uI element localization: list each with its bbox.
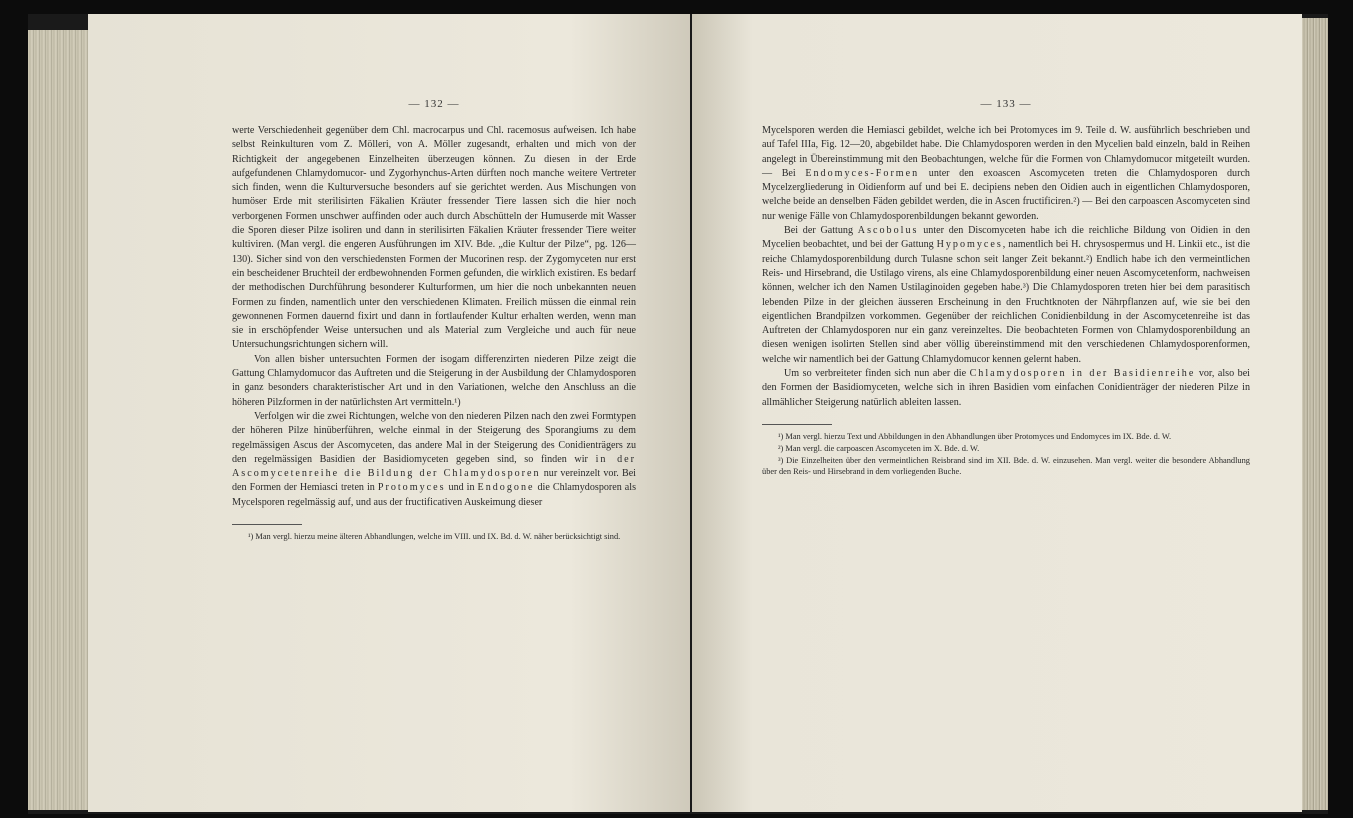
- page-number-left: — 132 —: [408, 98, 460, 110]
- footnote: ²) Man vergl. die carpoascen Ascomyceten im X. Bde. d. W.: [778, 443, 980, 453]
- right-page: [692, 14, 1302, 812]
- text-run: unter den exoascen Ascomyceten treten die Chlamydosporen durch Mycelzergliederung in Oidienform auf und bei E. decipiens neben den Oidien auch in eigentlichen Chlamydosporen, welche beide an denselben Fäden gebildet werden, die in Ascen fructificiren.²) — Bei den carpoascen Ascomyceten sind nur wenige Fälle von Chlamydosporenbildungen bekannt geworden.: [762, 167, 1250, 222]
- spaced-text: Endomyces-Formen: [805, 167, 920, 179]
- paragraph: [762, 124, 1250, 224]
- left-body-text: [232, 124, 636, 510]
- text-run: Bei der Gattung: [784, 225, 853, 237]
- spaced-text: in der Ascomycetenreihe die Bildung der Chlamydosporen: [232, 453, 636, 480]
- text-run: vor, also bei den Formen der Basidiomyceten, welche sich in ihren Basidien vom einfachen Conidienträger der niederen Pilze in allmählicher Steigerung natürlich ableiten lassen.: [762, 368, 1250, 408]
- text-run: unter den Discomyceten habe ich die reichliche Bildung von Oidien in den Mycelien beobachtet, und bei der Gattung: [762, 225, 1250, 251]
- paragraph: [762, 224, 1250, 367]
- spaced-text: Chlamydosporen in der Basidienreihe: [969, 368, 1196, 380]
- footnote: ¹) Man vergl. hierzu Text und Abbildungen in den Abhandlungen über Protomyces und Endomyces im IX. Bde. d. W.: [778, 431, 1172, 441]
- spaced-text: Ascobolus: [857, 225, 919, 237]
- footnote-rule: [762, 424, 832, 425]
- spaced-text: Endogone: [477, 482, 535, 494]
- left-footnotes: [232, 531, 636, 543]
- text-run: nur vereinzelt vor. Bei den Formen der Hemiasci treten in: [232, 468, 636, 494]
- right-footnotes: [762, 431, 1250, 478]
- spaced-text: Hypomyces: [936, 239, 1003, 251]
- right-body-text: [762, 124, 1250, 410]
- paragraph: Von allen bisher untersuchten Formen der isogam differenzirten niederen Pilze zeigt die Gattung Chlamydomucor das Auftreten und die Steigerung in der Ausbildung der Chlamydosporen in ganz besonders charakteristischer Art und in den Variationen, welche den Anschluss an die höheren Pilzformen in der natürlichsten Art vermitteln.¹): [232, 353, 636, 408]
- footnote: ¹) Man vergl. hierzu meine älteren Abhandlungen, welche im VIII. und IX. Bd. d. W. näher berücksichtigt sind.: [248, 532, 621, 542]
- spaced-text: Protomyces: [377, 482, 446, 494]
- footnote-rule: [232, 524, 302, 525]
- text-run: Mycelsporen werden die Hemiasci gebildet, welche ich bei Protomyces im 9. Teile d. W. ausführlich beschrieben und auf Tafel IIIa, Fig. 12—20, abgebildet habe. Die Chlamydosporen werden in den Mycelien bald einzeln, bald in Reihen angelegt in Übereinstimmung mit den Beobachtungen, welche für die Formen von Chlamydomucor mitgeteilt wurden. — Bei: [762, 125, 1250, 179]
- paragraph: [762, 367, 1250, 410]
- paragraph: [232, 410, 636, 510]
- paragraph: werte Verschiedenheit gegenüber dem Chl. macrocarpus und Chl. racemosus aufweisen. Ich habe selbst Reinkulturen vom Z. Mölleri, von A. Möller zugesandt, erhalten und mich von der Richtigkeit der angegebenen Einzelheiten überzeugen können. Zu diesen in der Erde aufgefundenen Chlamydomucor- und Zygorhynchus-Arten dürften noch manche weitere Vertreter sich finden, wenn die Kulturversuche besonders auf sie gerichtet werden. Aus Mischungen von humöser Erde mit sterilisirten Fäkalien Kräuter fressender Tiere lassen sich die hier noch verborgenen Formen unschwer auffinden oder auch durch Abschütteln der Humuserde mit Wasser die Sporen dieser Pilze isoliren und dann in sterilisirten Fäkalien Kräuter fressender Tiere weiter kultiviren. (Man vergl. die engeren Ausführungen im XIV. Bde. „die Kultur der Pilze“, pg. 126—130). Sicher sind von den verschiedensten Formen der Mucorinen resp. der Zygomyceten nur erst ein bescheidener Bruchteil der erdbewohnenden Formen gefunden, die wirklich existiren. Es bedarf der methodischen Durchführung besonderer Kulturformen, um hier die noch unbekannten neuen Formen zu finden, namentlich unter den verschiedenen Klimaten. Freilich müssen die einmal rein gewonnenen Formen dauernd fixirt und dann in fortlaufender Kultur erhalten werden, wenn man sie in erschöpfender Weise untersuchen und als Material zum Vergleiche und auch für neue Untersuchungsrichtungen sichern will.: [232, 125, 636, 351]
- text-run: Verfolgen wir die zwei Richtungen, welche von den niederen Pilzen nach den zwei Formtypen der höheren Pilze hinüberführen, welche einmal in der Steigerung des Sporangiums zu dem regelmässigen Ascus der Ascomyceten, das andere Mal in der Steigerung des Conidienträgers zu den regelmässigen Basidien der Basidiomyceten gegeben sind, so finden wir: [232, 410, 636, 465]
- page-number-right: — 133 —: [980, 98, 1032, 110]
- text-run: und in: [448, 482, 475, 494]
- text-run: , namentlich bei H. chrysospermus und H. Linkii etc., ist die reiche Chlamydosporenbildung durch Tulasne schon seit langer Zeit bekannt.²) Endlich habe ich den vermeintlichen Reis- und Hirsebrand, die Ustilago virens, als eine Chlamydosporenbildung einer neuen Ascomycetenform, nachweisen können, welcher ich den Namen Ustilaginoiden gegeben habe.³) Die Chlamydosporen treten hier bei dem parasitisch lebenden Pilze in der gleichen äusseren Erscheinung in den Fruchtknoten der Nährpflanzen auf, wie sie bei den eigentlichen Brandpilzen vorkommen. Gegenüber der reichlichen Conidienbildung in der Ascomycetenreihe ist das Auftreten der Chlamydosporen nur ein ganz vereinzeltes. Die beobachteten Formen von Chlamydosporenbildung an diesen wenigen isolirten Stellen sind aber völlig übereinstimmend mit den verschiedenen Chlamydosporenformen, welche wir namentlich bei der Gattung Chlamydomucor kennen gelernt haben.: [762, 239, 1250, 365]
- left-page: [88, 14, 690, 812]
- text-run: Um so verbreiteter finden sich nun aber die: [784, 368, 967, 380]
- text-run: die Chlamydosporen als Mycelsporen regelmässig auf, und aus der fructificativen Auskeimung dieser: [232, 482, 637, 508]
- footnote: ³) Die Einzelheiten über den vermeintlichen Reisbrand sind im XII. Bde. d. W. einzusehen. Man vergl. weiter die besondere Abhandlung über den Reis- und Hirsebrand in dem vorliegenden Buche.: [762, 455, 1250, 477]
